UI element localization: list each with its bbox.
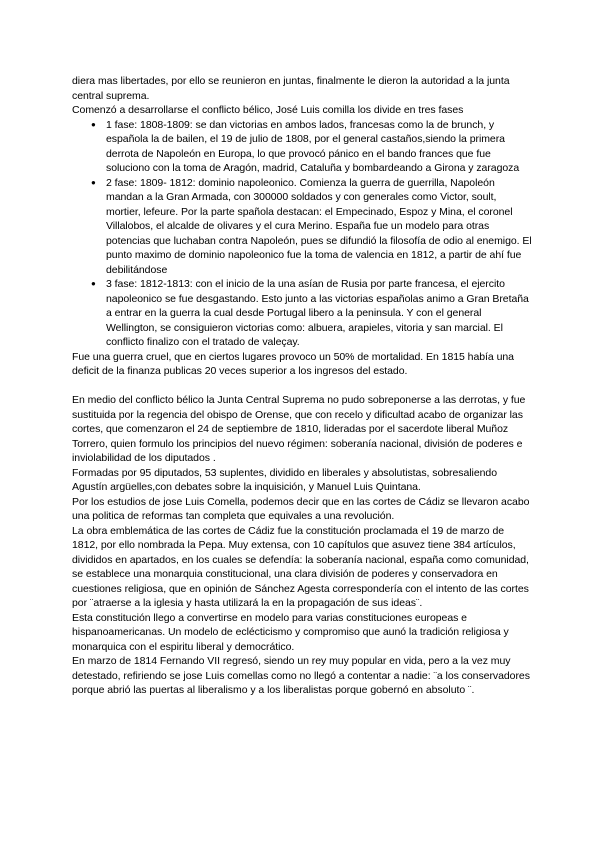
war-summary-paragraph: Fue una guerra cruel, que en ciertos lugares provoco un 50% de mortalidad. En 1815 había una deficit de la finanza publicas 20 veces superior a los ingresos del estado. (72, 350, 514, 377)
diputados-paragraph: Formadas por 95 diputados, 53 suplentes, dividido en liberales y absolutistas, sobresaliendo Agustín argüelles,con debates sobre la inquisición, y Manuel Luis Quintana. (72, 466, 497, 493)
phase-item-1: ● 1 fase: 1808-1809: se dan victorias en ambos lados, francesas como la de brunch, y española la de bailen, el 19 de julio de 1808, por el general castaños,siendo la primera derrota de Napoleón en Europa, lo que provocó pánico en el bando frances que fue soluciono con la toma de Aragón, madrid, Cataluña y bombardeando a Girona y zaragoza (72, 118, 532, 176)
junta-paragraph: En medio del conflicto bélico la Junta Central Suprema no pudo sobreponerse a las derrotas, y fue sustituida por la regencia del obispo de Orense, que con recelo y dificultad acabo de organizar las cortes, que comenzaron el 24 de septiembre de 1810, lideradas por el sacerdote liberal Muñoz Torrero, quien formulo los principios del nuevo régimen: soberanía nacional, división de poderes e inviolabilidad de los diputados . (72, 394, 526, 464)
phases-list (72, 118, 532, 350)
paragraph-spacer (72, 379, 532, 394)
constitucion-paragraph: La obra emblemática de las cortes de Cádiz fue la constitución proclamada el 19 de marzo de 1812, por ello nombrada la Pepa. Muy extensa, con 10 capítulos que asuvez tiene 384 artículos, divididos en apartados, en los cuales se defendía: la soberanía nacional, españa como comunidad, se establece una monarquia constitucional, una clara división de poderes y conservadora en cuestiones religiosa, que en opinión de Sánchez Agesta correspondería con el intento de las cortes por ¨atraerse a la iglesia y hasta utilizará la en la propagación de sus ideas¨. (72, 524, 529, 609)
document-page (72, 74, 532, 698)
phase-item-2: ● 2 fase: 1809- 1812: dominio napoleonico. Comienza la guerra de guerrilla, Napoleón mandan a la Gran Armada, con 300000 soldados y con generales como Victor, soult, mortier, lefeure. Por la parte spañola destacan: el Empecinado, Espoz y Mina, el coronel Villalobos, el alcalde de olivares y el cura Merino. España fue un modelo para otras potencias que luchaban contra Napoleón, pues se difundió la filosofía de odio al enemigo. El punto maximo de dominio napoleonico fue la toma de valencia en 1812, a partir de ahí fue debilitándose (72, 176, 532, 278)
intro-paragraph: diera mas libertades, por ello se reunieron en juntas, finalmente le dieron la autoridad a la junta central suprema. (72, 75, 510, 102)
phase-item-3: ● 3 fase: 1812-1813: con el inicio de la una asían de Rusia por parte francesa, el ejercito napoleonico se fue desgastando. Esto junto a las victorias españolas animo a Gran Bretaña a entrar en la guerra la cual desde Portugal libero a la peninsula. Y con el general Wellington, se consiguieron victorias como: albuera, arapieles, vitoria y san marcial. El conflicto finalizo con el tratado de valeçay. (72, 277, 532, 350)
fernando-paragraph: En marzo de 1814 Fernando VII regresó, siendo un rey muy popular en vida, pero a la vez muy detestado, refiriendo se jose Luis comellas como no llegó a contentar a nadie: ¨a los conservadores porque abrió las puertas al liberalismo y a los liberalistas porque gobernó en absoluto ¨. (72, 655, 530, 696)
reformas-paragraph: Por los estudios de jose Luis Comella, podemos decir que en las cortes de Cádiz se llevaron acabo una politica de reformas tan completa que equivales a una revolución. (72, 495, 530, 522)
phases-intro: Comenzó a desarrollarse el conflicto bélico, José Luis comilla los divide en tres fases (72, 104, 464, 116)
modelo-paragraph: Esta constitución llego a convertirse en modelo para varias constituciones europeas e hispanoamericanas. Un modelo de eclécticismo y compromiso que aunó la tradición religiosa y monarquica con el espiritu liberal y democrático. (72, 611, 509, 653)
